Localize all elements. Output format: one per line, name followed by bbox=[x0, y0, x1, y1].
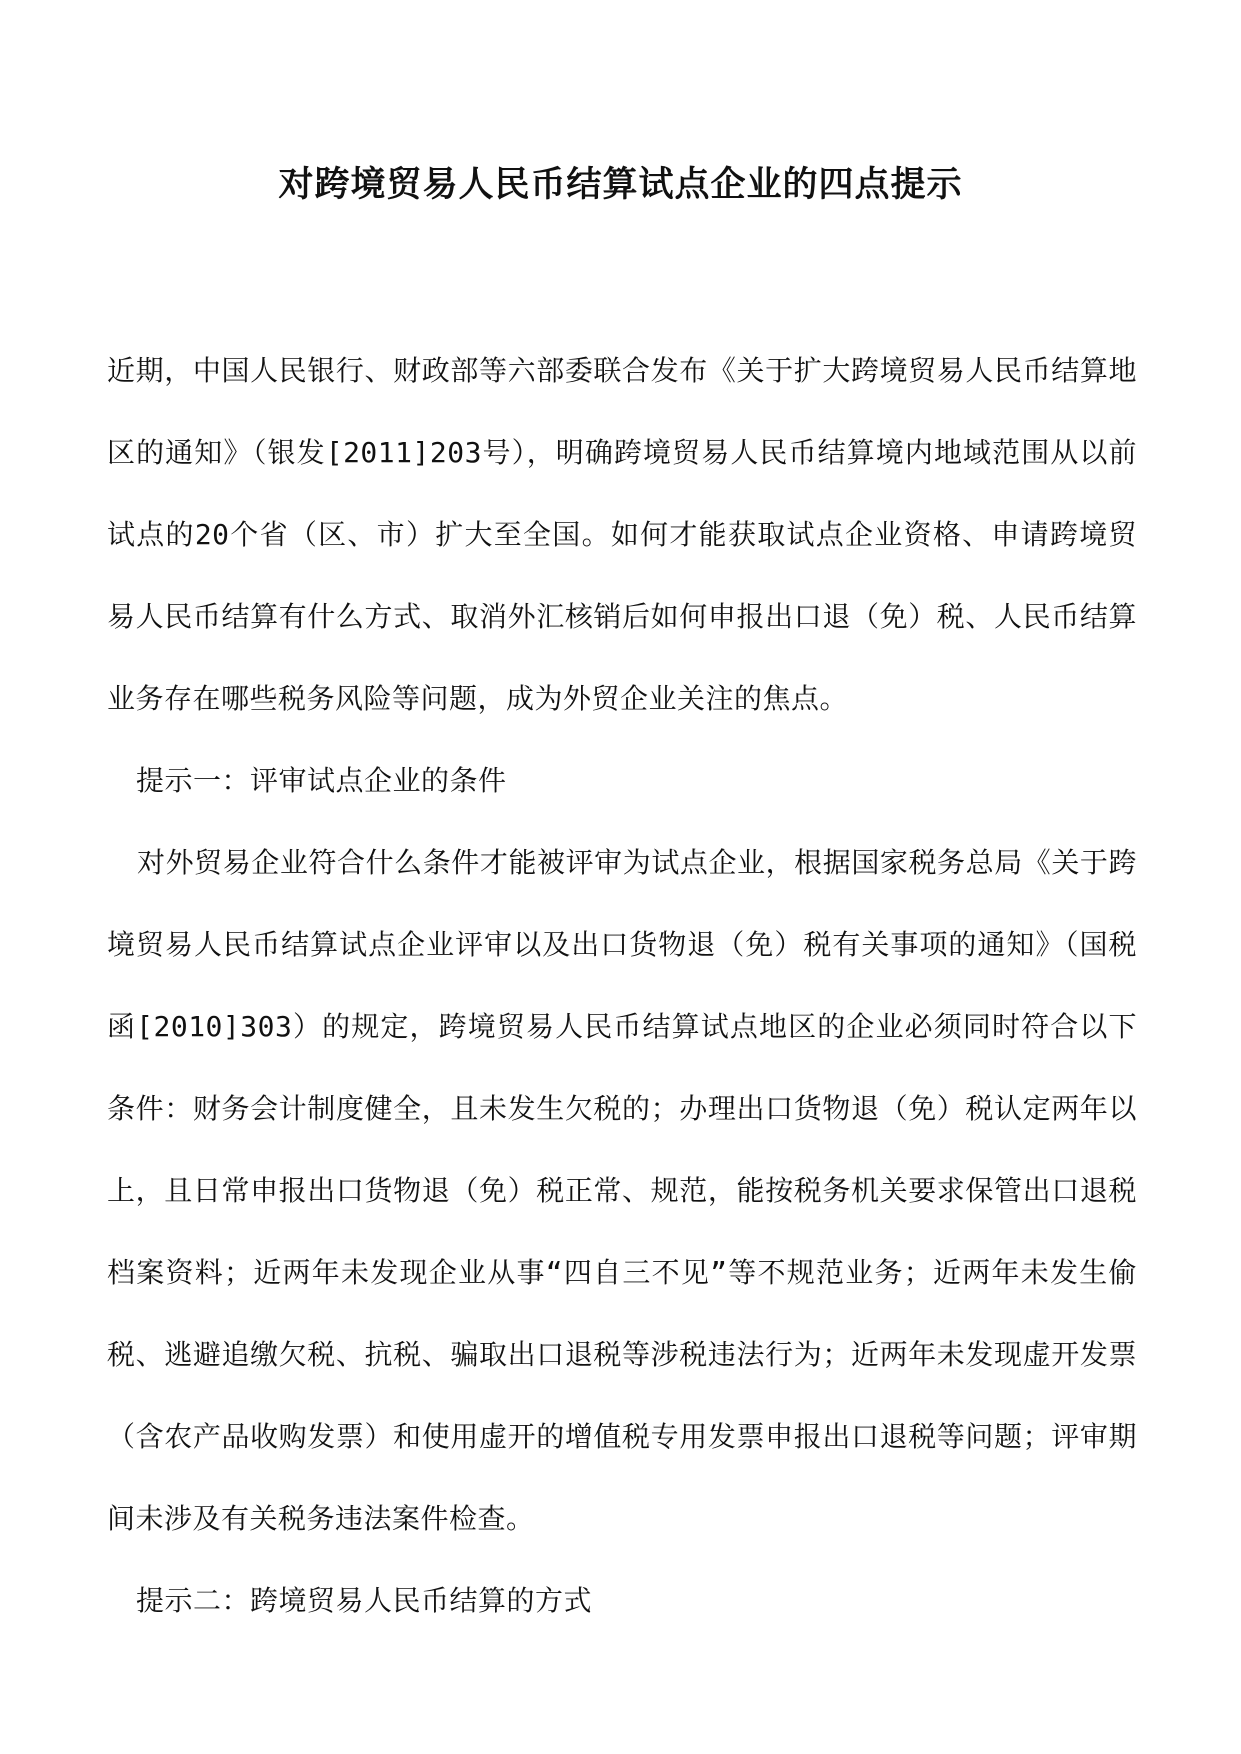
intro-paragraph: 近期，中国人民银行、财政部等六部委联合发布《关于扩大跨境贸易人民币结算地区的通知》（银发[2011]203号），明确跨境贸易人民币结算境内地域范围从以前试点的20个省（区、市）扩大至全国。如何才能获取试点企业资格、申请跨境贸易人民币结算有什么方式、取消外汇核销后如何申报出口退（免）税、人民币结算业务存在哪些税务风险等问题，成为外贸企业关注的焦点。 bbox=[107, 354, 1137, 715]
section-one-heading: 提示一：评审试点企业的条件 bbox=[136, 764, 507, 797]
section-one-paragraph: 对外贸易企业符合什么条件才能被评审为试点企业，根据国家税务总局《关于跨境贸易人民币结算试点企业评审以及出口货物退（免）税有关事项的通知》（国税函[2010]303）的规定，跨境贸易人民币结算试点地区的企业必须同时符合以下条件：财务会计制度健全，且未发生欠税的；办理出口货物退（免）税认定两年以上，且日常申报出口货物退（免）税正常、规范，能按税务机关要求保管出口退税档案资料；近两年未发现企业从事“四自三不见”等不规范业务；近两年未发生偷税、逃避追缴欠税、抗税、骗取出口退税等涉税违法行为；近两年未发现虚开发票（含农产品收购发票）和使用虚开的增值税专用发票申报出口退税等问题；评审期间未涉及有关税务违法案件检查。 bbox=[107, 846, 1137, 1535]
document-title: 对跨境贸易人民币结算试点企业的四点提示 bbox=[278, 164, 963, 205]
section-two-heading: 提示二：跨境贸易人民币结算的方式 bbox=[136, 1584, 593, 1617]
